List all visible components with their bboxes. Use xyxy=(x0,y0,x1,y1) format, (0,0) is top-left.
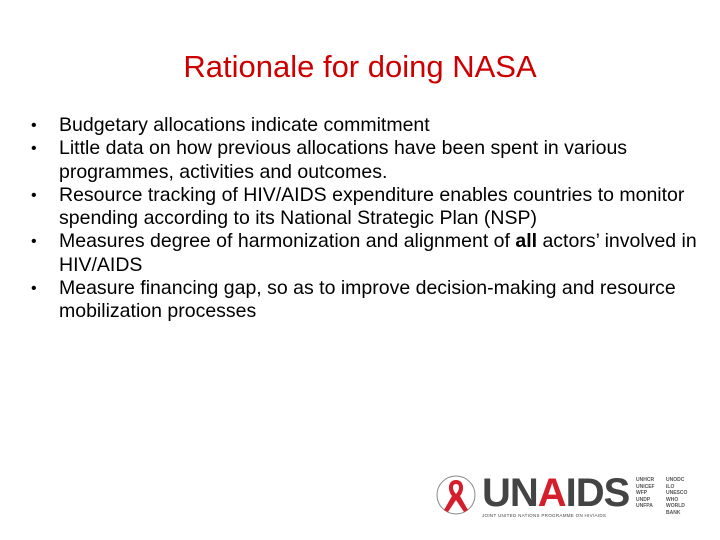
red-ribbon-icon xyxy=(434,474,478,516)
unaids-wordmark xyxy=(482,473,629,513)
bullet-text: Resource tracking of HIV/AIDS expenditure enables countries to monitor spending according to its National Strategic Plan (NSP) xyxy=(59,183,685,230)
bullet-text-bold: all xyxy=(515,230,538,253)
wordmark-ids: IDS xyxy=(565,471,630,515)
unaids-logo xyxy=(430,472,692,524)
cosponsor-name: WHO xyxy=(666,496,679,503)
bullet-item xyxy=(28,230,708,277)
cosponsor-name: WORLD BANK xyxy=(666,503,685,516)
cosponsor-name: UNHCR xyxy=(636,477,655,483)
bullet-text: Budgetary allocations indicate commitment xyxy=(59,114,430,136)
wordmark-un: UN xyxy=(482,471,538,515)
cosponsor-name: UNESCO xyxy=(666,490,688,496)
bullet-text-post: actors’ involved in HIV/AIDS xyxy=(59,230,697,276)
slide-title: Rationale for doing NASA xyxy=(183,49,537,84)
bullet-text: Measure financing gap, so as to improve decision-making and resource mobilization processes xyxy=(59,277,676,323)
bullet-dot: • xyxy=(31,186,37,204)
wordmark-a: A xyxy=(537,471,566,515)
bullet-item xyxy=(28,184,708,231)
cosponsor-name: ILO xyxy=(666,483,675,490)
cosponsor-list xyxy=(636,477,655,510)
bullet-dot: • xyxy=(31,280,37,298)
cosponsor-name: UNODC xyxy=(666,477,685,483)
bullet-text-pre: Measures degree of harmonization and alignment of xyxy=(59,230,516,253)
cosponsor-name: UNDP xyxy=(636,496,651,503)
bullet-list xyxy=(28,114,708,324)
cosponsor-name: UNICEF xyxy=(636,483,655,490)
bullet-item xyxy=(28,277,708,324)
cosponsor-name: WFP xyxy=(636,490,648,496)
bullet-text: Little data on how previous allocations have been spent in various programmes, activities and outcomes. xyxy=(59,137,628,183)
bullet-item xyxy=(28,114,708,137)
bullet-dot: • xyxy=(31,233,37,251)
bullet-item xyxy=(28,137,708,184)
logo-tagline: JOINT UNITED NATIONS PROGRAMME ON HIV/AIDS xyxy=(482,513,607,518)
cosponsor-list xyxy=(666,477,692,516)
cosponsor-name: UNFPA xyxy=(636,503,653,509)
bullet-dot: • xyxy=(31,117,37,134)
bullet-dot: • xyxy=(31,140,37,158)
